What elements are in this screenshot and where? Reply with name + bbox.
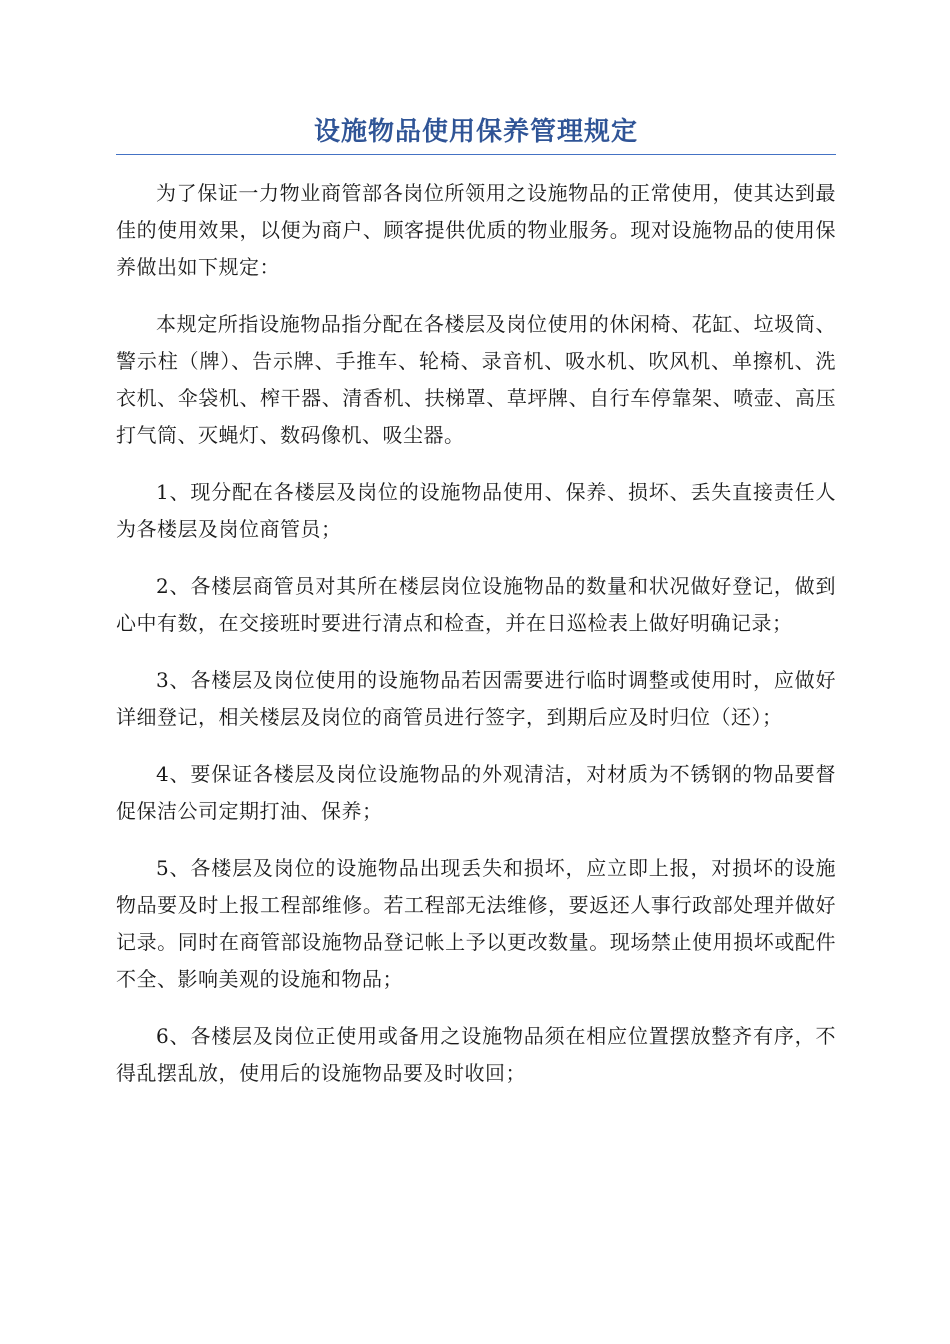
paragraph-rule-6: 6、各楼层及岗位正使用或备用之设施物品须在相应位置摆放整齐有序，不得乱摆乱放，使用后的设施物品要及时收回； (116, 1024, 836, 1085)
paragraph-rule-5: 5、各楼层及岗位的设施物品出现丢失和损坏，应立即上报，对损坏的设施物品要及时上报工程部维修。若工程部无法维修，要返还人事行政部处理并做好记录。同时在商管部设施物品登记帐上予以更改数量。现场禁止使用损坏或配件不全、影响美观的设施和物品； (116, 856, 836, 991)
paragraph-rule-3: 3、各楼层及岗位使用的设施物品若因需要进行临时调整或使用时，应做好详细登记，相关楼层及岗位的商管员进行签字，到期后应及时归位（还）； (116, 668, 836, 729)
paragraph-rule-1: 1、现分配在各楼层及岗位的设施物品使用、保养、损坏、丢失直接责任人为各楼层及岗位商管员； (116, 480, 836, 541)
paragraph-scope: 本规定所指设施物品指分配在各楼层及岗位使用的休闲椅、花缸、垃圾筒、警示柱（牌）、告示牌、手推车、轮椅、录音机、吸水机、吹风机、单擦机、洗衣机、伞袋机、榨干器、清香机、扶梯罩、草坪牌、自行车停靠架、喷壶、高压打气筒、灭蝇灯、数码像机、吸尘器。 (116, 312, 836, 447)
paragraph-rule-4: 4、要保证各楼层及岗位设施物品的外观清洁，对材质为不锈钢的物品要督促保洁公司定期打油、保养； (116, 762, 836, 823)
paragraph-intro: 为了保证一力物业商管部各岗位所领用之设施物品的正常使用，使其达到最佳的使用效果，以便为商户、顾客提供优质的物业服务。现对设施物品的使用保养做出如下规定： (116, 181, 836, 279)
document-title: 设施物品使用保养管理规定 (313, 117, 638, 147)
title-underline (116, 154, 836, 155)
paragraph-rule-2: 2、各楼层商管员对其所在楼层岗位设施物品的数量和状况做好登记，做到心中有数，在交接班时要进行清点和检查，并在日巡检表上做好明确记录； (116, 574, 836, 635)
document-page (116, 112, 836, 1112)
